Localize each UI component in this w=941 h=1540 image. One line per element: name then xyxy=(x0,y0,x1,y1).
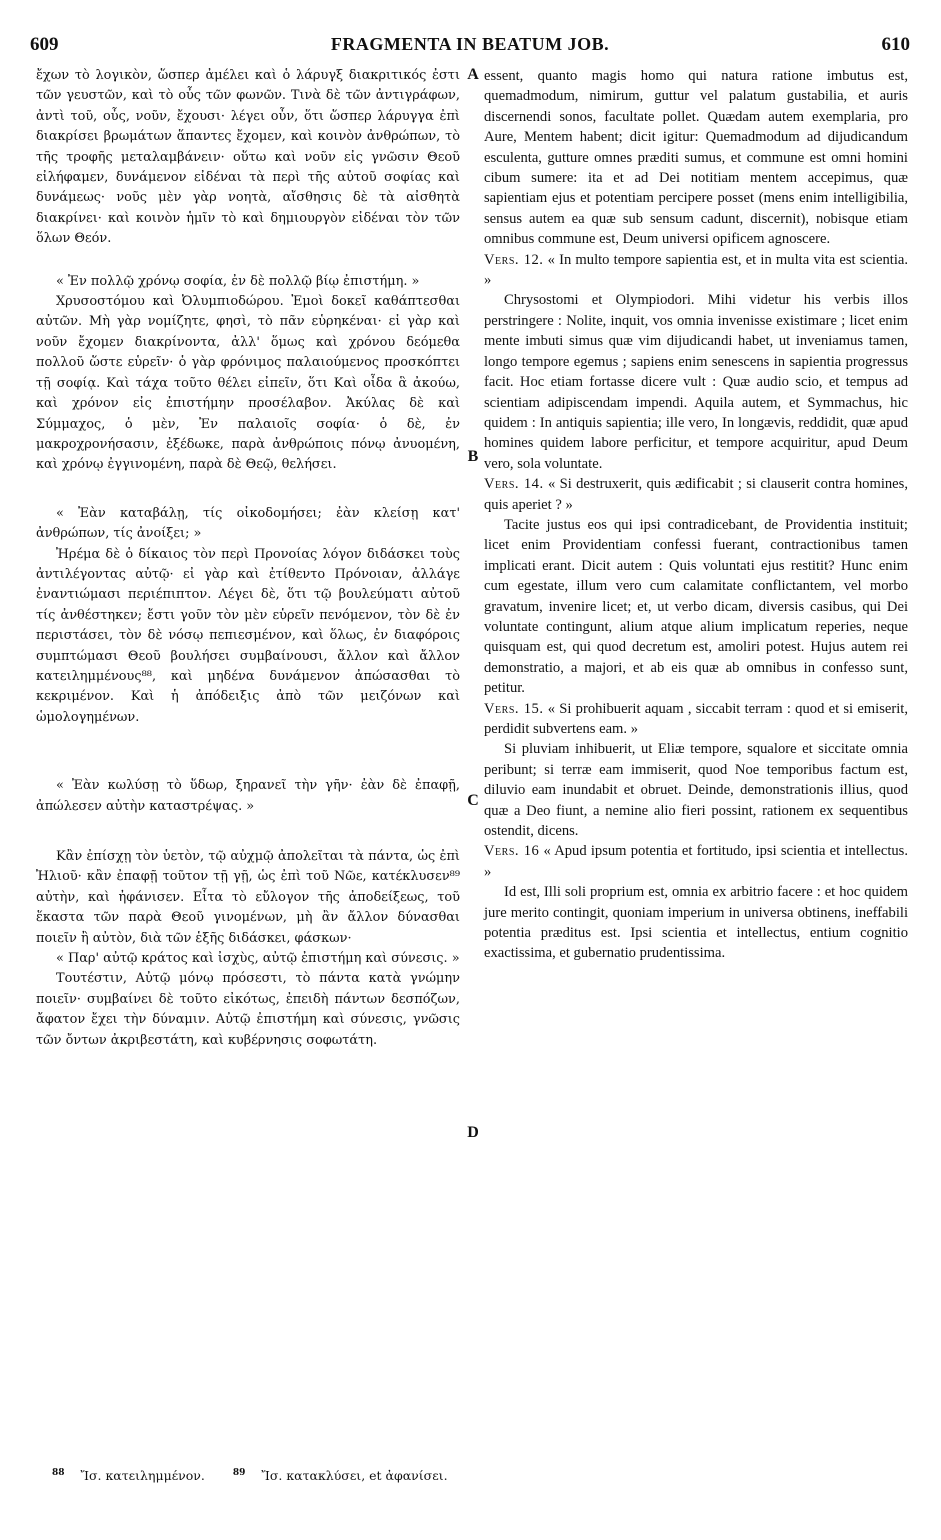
verse-label: Vers. 14. xyxy=(484,476,544,493)
latin-verse xyxy=(484,474,908,515)
greek-paragraph: Χρυσοστόμου καὶ Ὀλυμπιοδώρου. Ἐμοὶ δοκεῖ καθάπτεσθαι αὐτῶν. Μὴ γὰρ νομίζητε, φησὶ, τὸ πᾶν εὑρηκέναι· εἰ γὰρ καὶ νοῦν ἔχομεν διακρίνοντα, ἀλλ' ὅμως καὶ χρόνου δεόμεθα πολλοῦ ὥστε εὑρεῖν· ὁ γὰρ φρόνιμος παλαιούμενος προσκόπτει τῇ σοφίᾳ. Καὶ τάχα τοῦτο θέλει εἰπεῖν, ὅτι Καὶ οἶδα ἃ ἀκούω, καὶ χρόνον εἰς ἐπιστήμην προσέλαβον. Ἀκύλας δὲ καὶ Σύμμαχος, ὁ μὲν, Ἐν παλαιοῖς σοφία· ὁ δὲ, ἐν μακροχρονήσασιν, ἐξέδωκε, παρὰ ἀνθρώποις πόνῳ ἀνυομένη, καὶ χρόνῳ ἐγγινομένη, παρὰ δὲ Θεῷ, θελήσει. xyxy=(36,294,460,473)
footnote-text: Ἴσ. κατειλημμένον. xyxy=(80,1468,205,1484)
verse-label: Vers. 16 xyxy=(484,843,540,860)
greek-verse-quote: « Ἐὰν κωλύσῃ τὸ ὕδωρ, ξηρανεῖ τὴν γῆν· ἐὰν δὲ ἐπαφῇ, ἀπώλεσεν αὐτὴν καταστρέψας. » xyxy=(36,778,460,814)
greek-column xyxy=(36,66,460,1051)
verse-label: Vers. 12. xyxy=(484,251,544,268)
latin-column xyxy=(484,66,908,964)
greek-paragraph: Κἂν ἐπίσχῃ τὸν ὑετὸν, τῷ αὐχμῷ ἀπολεῖται τὰ πάντα, ὡς ἐπὶ Ἠλιοῦ· κἂν ἐπαφῇ τοῦτον τῇ γῇ, ὡς ἐπὶ τοῦ Νῶε, κατέκλυσεν⁸⁹ αὐτὴν, καὶ ἠφάνισεν. Εἶτα τὸ εὔλογον τῆς ἀποδείξεως, τοῦ ἕκαστα τῶν παρὰ Θεοῦ γινομένων, μὴ ἂν ἄλλον δύνασθαι ποιεῖν ἢ αὐτὸν, διὰ τῶν ἑξῆς διδάσκει, φάσκων· xyxy=(36,849,460,946)
greek-paragraph: Τουτέστιν, Αὐτῷ μόνῳ πρόσεστι, τὸ πάντα κατὰ γνώμην ποιεῖν· συμβαίνει δὲ τοῦτο εἰκότως, ἐπειδὴ πάντων δεσπόζων, ἄφατον ἔχει τὴν δύναμιν. Αὐτῷ ἐπιστήμη καὶ σύνεσις, γνῶσις τῶν ὄντων ἀκριβεστάτη, καὶ κυβέρνησις σοφωτάτη. xyxy=(36,971,460,1048)
latin-paragraph: essent, quanto magis homo qui natura ratione imbutus est, quemadmodum, nimirum, guttur vel palatum gustabilia, et auris discernendi sonos, facultate pollet. Quædam autem exemplaria, pro Aure, Mentem habent; dicit igitur: Quemadmodum ad dijudicandum esculenta, gutture omnes præditi sumus, et commune est omni homini cibum sumere: ita et ad Dei notitiam mentem accepimus, quæ sapientiam ejus et potentiam percipere posset (mens enim intelligibilia, sensus autem ea quæ sub sensum cadunt, discernit), nobisque etiam omnibus commune est, Deum universi opificem agnoscere. xyxy=(484,68,908,248)
verse-text: « Apud ipsum potentia et fortitudo, ipsi scientia et intellectus. » xyxy=(484,843,908,880)
greek-verse-quote: « Ἐὰν καταβάλῃ, τίς οἰκοδομήσει; ἐὰν κλείσῃ κατ' ἀνθρώπων, τίς ἀνοίξει; » xyxy=(36,505,460,542)
latin-paragraph: Si pluviam inhibuerit, ut Eliæ tempore, squalore et siccitate omnia peribunt; si terræ eam immiserit, quod Noe temporibus factum est, diluvio eam inundabit et obruet. Deinde, demonstrationis illius, quod quæ a Deo fiunt, a nemine alio fieri possint, rationem ex sequentibus ostendit, dicens. xyxy=(484,741,908,840)
latin-paragraph: Tacite justus eos qui ipsi contradicebant, de Providentia instituit; licet enim Providentiam confessi fuerant, contractionibus tamen implicati erant. Dicit autem : Quis voluntati ejus restitit? Hunc enim cum egestate, illum vero cum calamitate conflictantem, vel morbo gravatum, invenire licet; et, ut verbo dicam, diversis casibus, qui Dei voluntate contingunt, alium atque alium implicatum reperies, neque quisquam est, qui quod decretum est, amoliri potest. Hujus autem rei demonstratio, a majori, et ab eis quæ ab omnibus in confesso sunt, petitur. xyxy=(484,516,908,697)
margin-marker-b: B xyxy=(467,448,479,465)
verse-label: Vers. 15. xyxy=(484,700,544,717)
verse-text: « Si prohibuerit aquam , siccabit terram : quod et si emiserit, perdidit subvertens eam. » xyxy=(484,700,908,737)
footnote-number: 89 xyxy=(232,1468,246,1478)
greek-verse-quote: « Παρ' αὐτῷ κράτος καὶ ἰσχὺς, αὐτῷ ἐπιστήμη καὶ σύνεσις. » xyxy=(56,951,460,967)
footnote xyxy=(52,1468,221,1483)
latin-verse xyxy=(484,250,908,291)
running-title: FRAGMENTA IN BEATUM JOB. xyxy=(330,34,610,54)
page-number-left: 609 xyxy=(30,34,59,55)
latin-paragraph: Chrysostomi et Olympiodori. Mihi videtur his verbis illos perstringere : Nolite, inquit, vos omnia invenisse existimare ; licet enim mente imbuti simus quæ vim dijudicandi habet, ut inveniamus tamen, longo tempore egemus ; sapiens enim senescens in sapientia progressus facit. Hoc etiam fortasse dicere vult : Quæ audio scio, et tempus ad scientiam adipiscendam impendi. Aquila autem, et Symmachus, hic quidem : In antiquis sapientia; ille vero, In longævis, reddidit, quæ apud homines quidem labore perficitur, et tempore acquiritur, apud Deum vero, sola voluntate. xyxy=(484,292,908,472)
page-number-right: 610 xyxy=(881,34,910,55)
greek-verse-quote: « Ἐν πολλῷ χρόνῳ σοφία, ἐν δὲ πολλῷ βίῳ ἐπιστήμη. » xyxy=(56,273,420,289)
latin-paragraph: Id est, Illi soli proprium est, omnia ex arbitrio facere : et hoc quidem jure merito contingit, quoniam imperium in universa obtinens, ineffabili potentia præditus est. Ipsi scientia et intellectus, entium cognitio exactissima, et gubernatio prudentissima. xyxy=(484,884,908,962)
verse-text: « Si destruxerit, quis ædificabit ; si clauserit contra homines, quis aperiet ? » xyxy=(484,476,908,513)
greek-paragraph: ἔχων τὸ λογικὸν, ὥσπερ ἀμέλει καὶ ὁ λάρυγξ διακριτικός ἐστι τῶν γευστῶν, καὶ τὸ οὖς τῶν φωνῶν. Τινὰ δὲ τῶν ἀντιγράφων, ἀντὶ τοῦ, οὖς, νοῦν, ἔχουσι· λέγει οὖν, ὅτι ὥσπερ λάρυγγα ἐπὶ διακρίσει βρωμάτων ἅπαντες ἔχομεν, καὶ κοινὸν ἀνθρώπων, τὸ τῆς τροφῆς μεταλαμβάνειν· οὕτω καὶ νοῦν εἰς γνῶσιν Θεοῦ εἰλήφαμεν, δυνάμενον εἰδέναι τὰ περὶ τῆς αὐτοῦ σοφίας καὶ δυνάμεως· νοῦς μὲν γὰρ νοητὰ, αἴσθησις δὲ τὰ αἰσθητὰ διακρίνει· καὶ κοινὸν ἡμῖν τὸ καὶ δημιουργὸν εἰδέναι τὸν τῶν ὅλων Θεόν. xyxy=(36,68,460,247)
footnote xyxy=(233,1468,460,1483)
footnote-number: 88 xyxy=(52,1468,65,1478)
latin-verse xyxy=(484,699,908,740)
footnote-text: Ἴσ. κατακλύσει, et ἀφανίσει. xyxy=(261,1468,448,1484)
margin-marker-c: C xyxy=(467,792,479,809)
greek-paragraph: Ἠρέμα δὲ ὁ δίκαιος τὸν περὶ Προνοίας λόγον διδάσκει τοὺς ἀντιλέγοντας αὐτῷ· εἰ γὰρ καὶ ἐτίθεντο Πρόνοιαν, ἀλλάγε ἐναντιώμασι περιέπιπτον. Λέγει δὲ, ὅτι τῷ βουλεύματι αὐτοῦ τίς ἀνθέστηκεν; ἔστι γοῦν τὸν μὲν εὑρεῖν πενόμενον, τὸν δὲ ἐν περιστάσει, τὸν δὲ νόσῳ πεπιεσμένον, καὶ ὅλως, ἐν διαφόροις συμπτώμασι Θεοῦ βουλήσει συμβαίνουσι, ἄλλον καὶ ἄλλον κατειλημμένους⁸⁸, καὶ μηδένα δυνάμενον ἀπώσασθαι τὸ κεκριμένον. Καὶ ἡ ἀπόδειξις ἀπὸ τῶν μειζόνων καὶ ὡμολογημένων. xyxy=(36,546,460,725)
verse-text: « In multo tempore sapientia est, et in multa vita est scientia. » xyxy=(484,251,908,289)
page-header xyxy=(30,34,910,60)
latin-verse xyxy=(484,841,908,882)
margin-marker-a: A xyxy=(467,66,479,83)
margin-marker-d: D xyxy=(467,1124,479,1141)
footnotes xyxy=(52,1468,692,1483)
